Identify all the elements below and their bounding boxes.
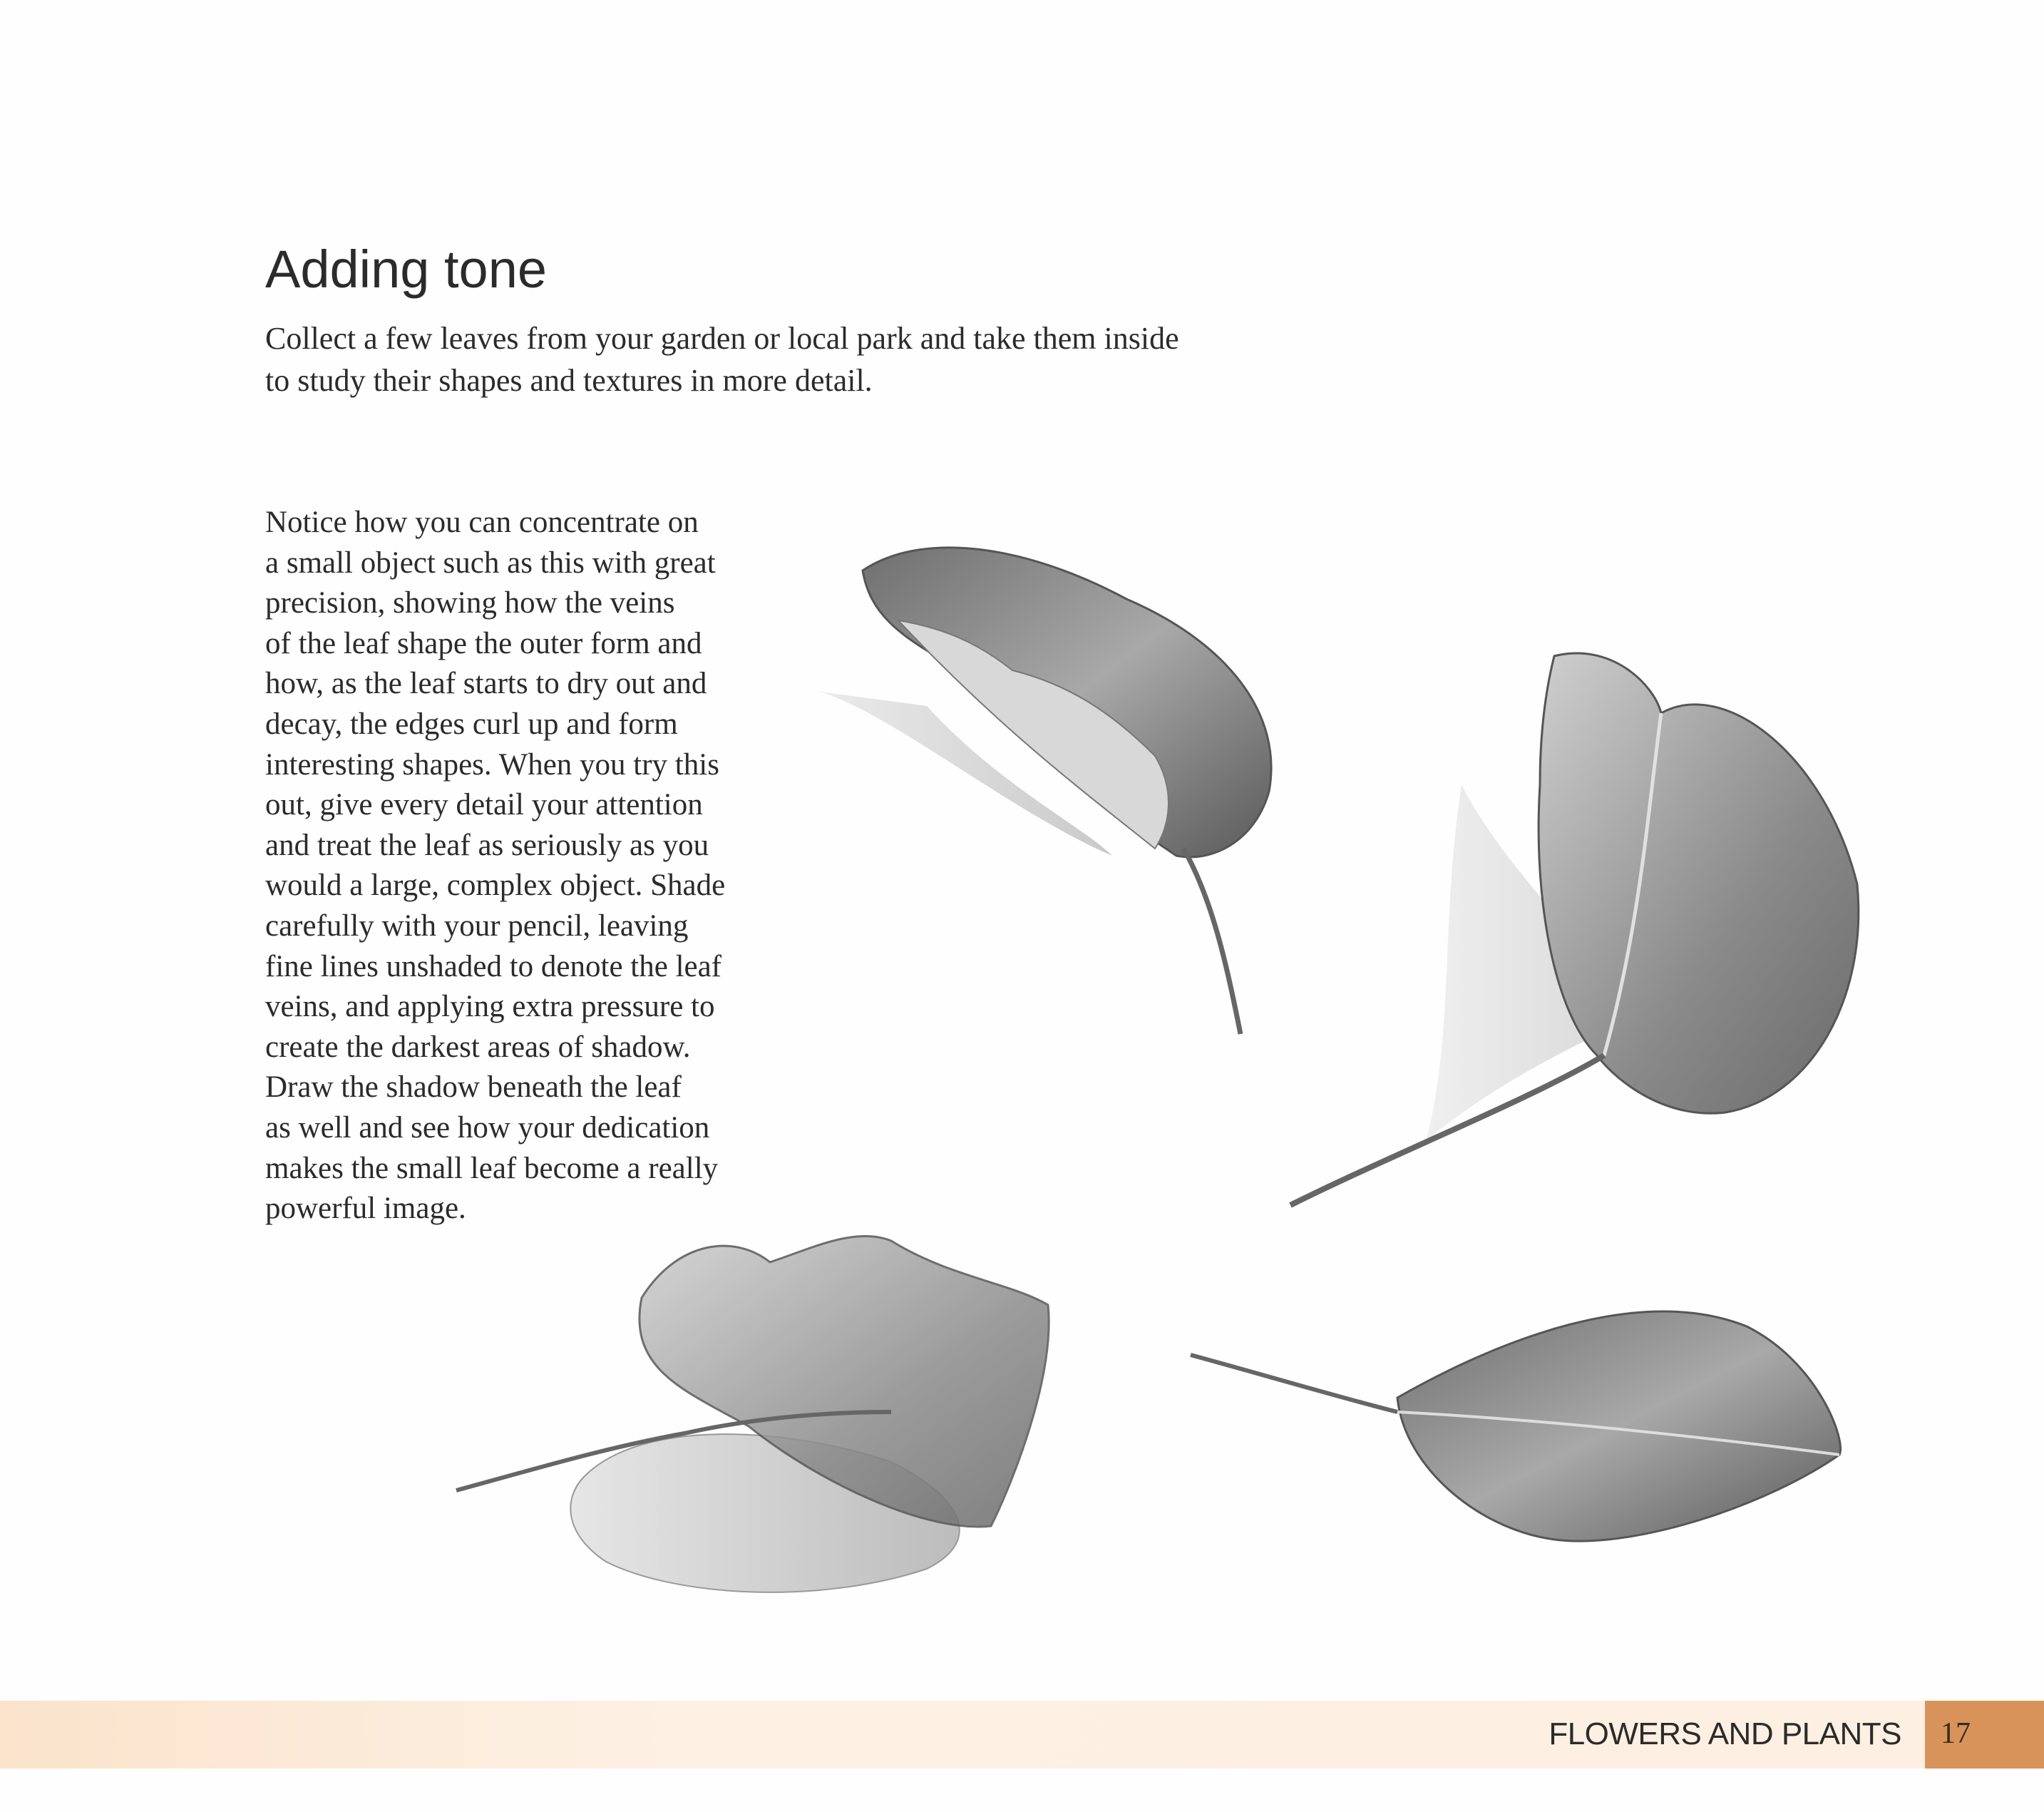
leaf-sketch-curled (820, 548, 1271, 1034)
body-line: create the darkest areas of shadow. (265, 1030, 691, 1064)
body-line: as well and see how your dedication (265, 1110, 710, 1145)
body-line: Notice how you can concentrate on (265, 506, 699, 539)
section-title: FLOWERS AND PLANTS (1549, 1716, 1901, 1751)
body-line: precision, showing how the veins (265, 586, 675, 620)
leaf-sketch-crumpled (456, 1236, 1049, 1592)
body-line: out, give every detail your attention (265, 788, 703, 822)
leaf-sketch-flat (1191, 1311, 1840, 1541)
body-line: of the leaf shape the outer form and (265, 626, 702, 660)
leaf-sketch-large (1290, 653, 1859, 1205)
body-line: veins, and applying extra pressure to (265, 990, 715, 1024)
body-line: how, as the leaf starts to dry out and (265, 667, 707, 701)
body-line: decay, the edges curl up and form (265, 707, 678, 741)
intro-paragraph: Collect a few leaves from your garden or local park and take them inside to study their shapes and textures in more detail. (265, 321, 1179, 398)
body-line: a small object such as this with great (265, 546, 716, 580)
body-line: carefully with your pencil, leaving (265, 908, 689, 943)
body-line: powerful image. (265, 1192, 466, 1226)
page-title: Adding tone (265, 240, 548, 299)
body-line: interesting shapes. When you try this (265, 747, 719, 782)
body-line: would a large, complex object. Shade (265, 869, 726, 903)
body-line: fine lines unshaded to denote the leaf (265, 949, 722, 983)
page-number: 17 (1941, 1717, 1971, 1750)
body-line: and treat the leaf as seriously as you (265, 828, 709, 862)
body-line: makes the small leaf become a really (265, 1151, 719, 1185)
body-line: Draw the shadow beneath the leaf (265, 1070, 682, 1105)
